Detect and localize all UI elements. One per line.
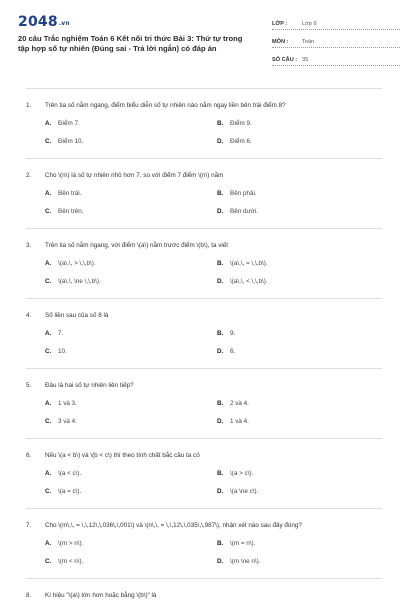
option-text: \(a > c\).: [230, 470, 254, 477]
question-number: 6.: [26, 452, 32, 459]
option-label: A.: [45, 120, 52, 127]
option-label: B.: [217, 330, 224, 337]
meta-value: Toán: [302, 39, 315, 45]
option-b[interactable]: [217, 119, 389, 128]
divider: [26, 508, 382, 509]
option-text: 2 và 4.: [230, 400, 249, 407]
option-a[interactable]: [45, 119, 217, 128]
option-text: Điểm 10.: [58, 138, 84, 145]
option-label: A.: [45, 470, 52, 477]
option-label: A.: [45, 540, 52, 547]
meta-value: 35: [302, 57, 309, 63]
question-stem: [26, 311, 382, 320]
question-number: 7.: [26, 522, 32, 529]
question-number: 4.: [26, 312, 32, 319]
option-text: \(m \ne n\).: [230, 558, 261, 565]
option-label: C.: [45, 138, 52, 145]
answer-options: [45, 119, 382, 146]
option-label: B.: [217, 120, 224, 127]
option-c[interactable]: [45, 137, 217, 146]
question-stem: [26, 381, 382, 390]
question-stem: [26, 241, 382, 250]
option-text: 10.: [58, 348, 67, 355]
question-stem: [26, 451, 382, 460]
question-number: 8.: [26, 592, 32, 599]
option-d[interactable]: [217, 557, 389, 566]
question-5: [18, 381, 382, 426]
meta-row-subject: [272, 34, 400, 48]
question-text: Trên tia số nằm ngang, điểm biểu diễn số tự nhiên nào nằm ngay liền bên trái điểm 8?: [45, 102, 286, 109]
option-c[interactable]: [45, 347, 217, 356]
question-text: Cho \(n\) là số tự nhiên nhỏ hơn 7, so với điểm 7 điểm \(n\) nằm: [45, 172, 224, 179]
option-label: D.: [217, 138, 224, 145]
option-text: \(m > n\).: [58, 540, 84, 547]
option-d[interactable]: [217, 207, 389, 216]
option-b[interactable]: [217, 259, 389, 268]
question-number: 5.: [26, 382, 32, 389]
question-number: 3.: [26, 242, 32, 249]
option-label: D.: [217, 418, 224, 425]
option-c[interactable]: [45, 557, 217, 566]
divider: [26, 368, 382, 369]
option-a[interactable]: [45, 539, 217, 548]
option-text: 9.: [230, 330, 236, 337]
question-stem: [26, 591, 382, 600]
meta-value: Lớp 6: [302, 21, 317, 27]
option-text: Bên trái.: [58, 190, 82, 197]
option-label: B.: [217, 470, 224, 477]
option-b[interactable]: [217, 189, 389, 198]
option-a[interactable]: [45, 469, 217, 478]
question-text: Số liền sau của số 8 là: [45, 312, 109, 319]
question-1: [18, 101, 382, 146]
option-b[interactable]: [217, 399, 389, 408]
option-label: D.: [217, 488, 224, 495]
option-label: A.: [45, 260, 52, 267]
option-d[interactable]: [217, 277, 389, 286]
question-number: 2.: [26, 172, 32, 179]
meta-row-grade: [272, 16, 400, 30]
option-label: D.: [217, 208, 224, 215]
option-text: \(a\,\, = \,\,b\).: [230, 260, 268, 267]
option-c[interactable]: [45, 207, 217, 216]
question-stem: [26, 521, 382, 530]
divider: [26, 438, 382, 439]
option-label: A.: [45, 400, 52, 407]
question-stem: [26, 101, 382, 110]
option-c[interactable]: [45, 417, 217, 426]
answer-options: [45, 329, 382, 356]
logo-text: 2048: [18, 14, 58, 30]
question-stem: [26, 171, 382, 180]
option-c[interactable]: [45, 277, 217, 286]
document-meta: [272, 16, 400, 70]
option-text: Điểm 6.: [230, 138, 252, 145]
meta-label: MÔN :: [272, 39, 289, 45]
option-a[interactable]: [45, 329, 217, 338]
question-3: [18, 241, 382, 286]
question-2: [18, 171, 382, 216]
option-text: \(a \ne c\).: [230, 488, 259, 495]
option-text: Bên trên.: [58, 208, 84, 215]
option-c[interactable]: [45, 487, 217, 496]
divider: [26, 158, 382, 159]
meta-label: SỐ CÂU :: [272, 57, 298, 63]
option-text: Bên dưới.: [230, 208, 258, 215]
option-b[interactable]: [217, 469, 389, 478]
option-label: C.: [45, 348, 52, 355]
meta-label: LỚP :: [272, 21, 288, 27]
option-text: 7.: [58, 330, 64, 337]
option-label: B.: [217, 260, 224, 267]
answer-options: [45, 399, 382, 426]
option-text: Điểm 7.: [58, 120, 80, 127]
option-label: C.: [45, 278, 52, 285]
answer-options: [45, 539, 382, 566]
option-text: \(a\,\, \ne \,\,b\).: [58, 278, 101, 285]
question-6: [18, 451, 382, 496]
option-label: D.: [217, 348, 224, 355]
option-label: D.: [217, 278, 224, 285]
question-7: [18, 521, 382, 566]
option-text: \(a\,\, > \,\,b\).: [58, 260, 96, 267]
question-4: [18, 311, 382, 356]
question-text: Trên tia số nằm ngang, với điểm \(a\) nằm trước điểm \(b\), ta viết: [45, 242, 229, 249]
option-text: \(a < c\).: [58, 470, 82, 477]
option-text: 3 và 4.: [58, 418, 77, 425]
option-b[interactable]: [217, 539, 389, 548]
answer-options: [45, 259, 382, 286]
option-text: 6.: [230, 348, 236, 355]
option-label: A.: [45, 330, 52, 337]
option-text: \(m < n\).: [58, 558, 84, 565]
option-text: 1 và 4.: [230, 418, 249, 425]
option-text: Điểm 9.: [230, 120, 252, 127]
option-text: \(m = n\).: [230, 540, 256, 547]
question-text: Kí hiệu "\(a\) lớn hơn hoặc bằng \(b\)" là: [45, 592, 157, 599]
option-label: D.: [217, 558, 224, 565]
option-text: 1 và 3.: [58, 400, 77, 407]
option-text: \(a\,\, < \,\,b\).: [230, 278, 268, 285]
divider: [26, 578, 382, 579]
divider: [26, 88, 382, 89]
option-label: C.: [45, 488, 52, 495]
option-text: Bên phải.: [230, 190, 257, 197]
answer-options: [45, 469, 382, 496]
divider: [26, 298, 382, 299]
header: [18, 14, 382, 76]
option-d[interactable]: [217, 347, 389, 356]
option-label: A.: [45, 190, 52, 197]
option-a[interactable]: [45, 189, 217, 198]
option-d[interactable]: [217, 417, 389, 426]
option-d[interactable]: [217, 137, 389, 146]
meta-row-question-count: [272, 52, 400, 66]
option-label: C.: [45, 558, 52, 565]
option-b[interactable]: [217, 329, 389, 338]
question-text: Đâu là hai số tự nhiên liên tiếp?: [45, 382, 134, 389]
option-label: B.: [217, 400, 224, 407]
option-a[interactable]: [45, 399, 217, 408]
option-label: B.: [217, 540, 224, 547]
option-a[interactable]: [45, 259, 217, 268]
question-number: 1.: [26, 102, 32, 109]
divider: [26, 228, 382, 229]
option-text: \(a = c\).: [58, 488, 82, 495]
question-text: Cho \(m\,\, = \,\,12\,\,036\,\,001\) và \(n\,\, = \,\,12\,\,035\,\,987\), nhận xét nào sau đây đúng?: [45, 522, 302, 529]
option-label: C.: [45, 208, 52, 215]
option-d[interactable]: [217, 487, 389, 496]
option-label: B.: [217, 190, 224, 197]
answer-options: [45, 189, 382, 216]
question-8: [18, 591, 382, 600]
document-title: 20 câu Trắc nghiệm Toán 6 Kết nối tri thức Bài 3: Thứ tự trong tập hợp số tự nhiên (Đúng sai - Trả lời ngắn) có đáp án: [18, 34, 243, 53]
logo-suffix: .vn: [58, 20, 70, 27]
option-label: C.: [45, 418, 52, 425]
question-text: Nếu \(a < b\) và \(b < c\) thì theo tính chất bắc cầu ta có: [45, 452, 200, 459]
